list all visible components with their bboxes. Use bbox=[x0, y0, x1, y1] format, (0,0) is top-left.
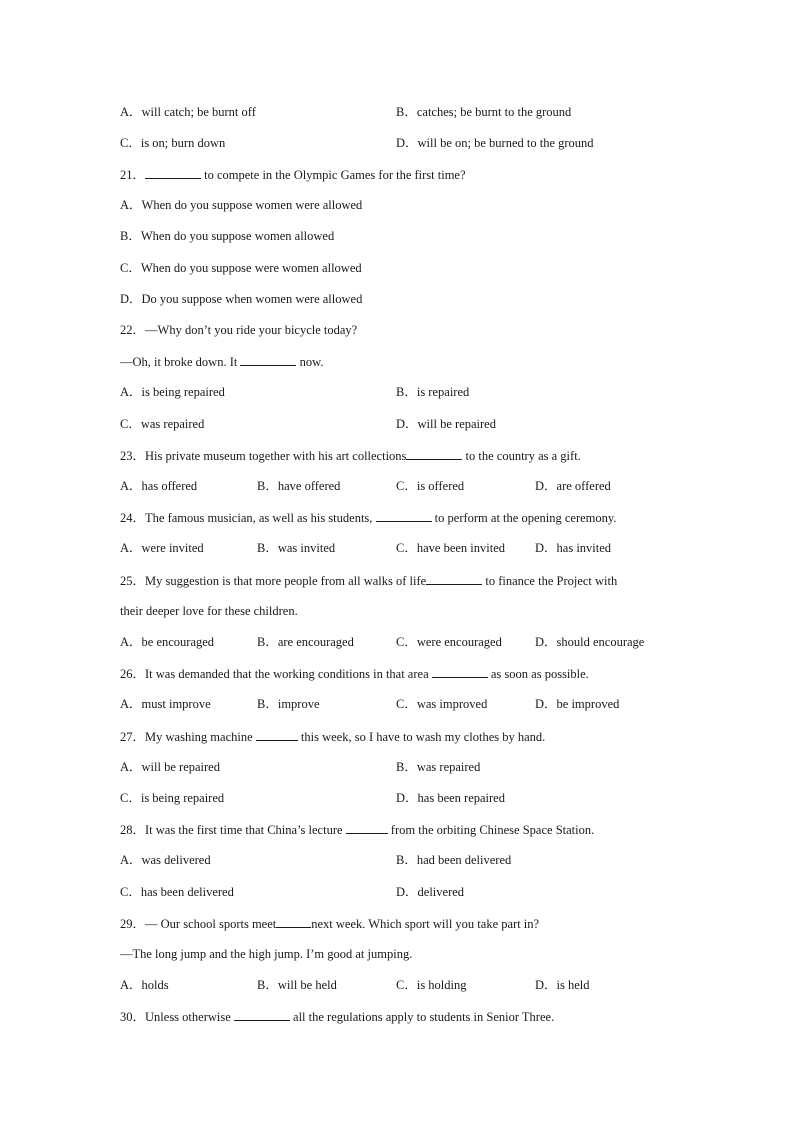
option-letter: D． bbox=[120, 292, 142, 306]
q24-option-c[interactable] bbox=[396, 539, 505, 557]
option-letter: D． bbox=[535, 635, 557, 649]
q20-option-d[interactable] bbox=[396, 134, 594, 152]
q20-option-a[interactable] bbox=[120, 103, 256, 121]
answer-blank bbox=[234, 1007, 290, 1021]
question-text: It was the first time that China’s lecture bbox=[145, 823, 346, 837]
q23-option-c[interactable] bbox=[396, 477, 464, 495]
q21-option-d[interactable] bbox=[120, 290, 362, 308]
answer-blank bbox=[240, 352, 296, 366]
question-text: Unless otherwise bbox=[145, 1010, 234, 1024]
q26-option-a[interactable] bbox=[120, 695, 211, 713]
q27-option-d[interactable] bbox=[396, 789, 505, 807]
option-text: has been delivered bbox=[140, 885, 234, 899]
q24-option-d[interactable] bbox=[535, 539, 611, 557]
option-text: are encouraged bbox=[277, 635, 354, 649]
answer-blank bbox=[432, 664, 488, 678]
q28-option-c[interactable] bbox=[120, 883, 234, 901]
question-number: 22． bbox=[120, 323, 146, 337]
option-text: When do you suppose women were allowed bbox=[141, 198, 363, 212]
option-letter: C． bbox=[396, 541, 417, 555]
option-letter: C． bbox=[396, 978, 417, 992]
option-letter: A． bbox=[120, 760, 142, 774]
q23-option-a[interactable] bbox=[120, 477, 197, 495]
question-number: 28． bbox=[120, 823, 146, 837]
question-number: 21． bbox=[120, 168, 146, 182]
q23-option-b[interactable] bbox=[257, 477, 340, 495]
q28-option-a[interactable] bbox=[120, 851, 211, 869]
option-text: When do you suppose women allowed bbox=[140, 229, 335, 243]
q30-stem bbox=[120, 1007, 554, 1025]
option-text: will be repaired bbox=[141, 760, 220, 774]
option-letter: B． bbox=[120, 229, 141, 243]
option-letter: B． bbox=[396, 105, 417, 119]
option-letter: A． bbox=[120, 479, 142, 493]
q24-option-a[interactable] bbox=[120, 539, 204, 557]
option-text: is offered bbox=[416, 479, 465, 493]
answer-blank bbox=[145, 165, 201, 179]
q27-stem bbox=[120, 727, 545, 745]
q22-option-c[interactable] bbox=[120, 415, 204, 433]
q21-stem bbox=[120, 165, 466, 183]
q26-stem bbox=[120, 664, 589, 682]
option-text: is on; burn down bbox=[140, 136, 226, 150]
q25-option-c[interactable] bbox=[396, 633, 502, 651]
option-text: were invited bbox=[141, 541, 204, 555]
question-number: 24． bbox=[120, 511, 146, 525]
q24-stem bbox=[120, 508, 616, 526]
q29-option-d[interactable] bbox=[535, 976, 590, 994]
option-letter: B． bbox=[257, 978, 278, 992]
option-letter: D． bbox=[396, 136, 418, 150]
option-letter: D． bbox=[396, 417, 418, 431]
question-text: to the country as a gift. bbox=[462, 449, 581, 463]
option-text: is held bbox=[556, 978, 590, 992]
option-text: catches; be burnt to the ground bbox=[416, 105, 572, 119]
q25-option-b[interactable] bbox=[257, 633, 354, 651]
option-letter: B． bbox=[396, 385, 417, 399]
answer-blank bbox=[276, 914, 311, 928]
option-text: Do you suppose when women were allowed bbox=[141, 292, 363, 306]
option-text: was invited bbox=[277, 541, 336, 555]
q22-option-a[interactable] bbox=[120, 383, 225, 401]
q27-option-b[interactable] bbox=[396, 758, 480, 776]
question-text: —Oh, it broke down. It bbox=[120, 355, 241, 369]
option-text: was improved bbox=[416, 697, 488, 711]
q24-option-b[interactable] bbox=[257, 539, 335, 557]
question-number: 27． bbox=[120, 730, 146, 744]
option-text: has offered bbox=[141, 479, 198, 493]
option-letter: A． bbox=[120, 541, 142, 555]
option-text: has been repaired bbox=[417, 791, 505, 805]
q26-option-c[interactable] bbox=[396, 695, 487, 713]
option-letter: B． bbox=[257, 479, 278, 493]
answer-blank bbox=[376, 508, 432, 522]
q23-option-d[interactable] bbox=[535, 477, 611, 495]
question-text: next week. Which sport will you take part in? bbox=[311, 917, 540, 931]
question-number: 26． bbox=[120, 667, 146, 681]
question-text: to finance the Project with bbox=[482, 574, 618, 588]
option-text: was repaired bbox=[140, 417, 205, 431]
q25-stem bbox=[120, 571, 617, 589]
q21-option-c[interactable] bbox=[120, 259, 362, 277]
option-letter: C． bbox=[120, 417, 141, 431]
question-text: His private museum together with his art collections bbox=[145, 449, 407, 463]
q26-option-d[interactable] bbox=[535, 695, 619, 713]
option-letter: C． bbox=[120, 791, 141, 805]
question-text: — Our school sports meet bbox=[145, 917, 277, 931]
answer-blank bbox=[346, 820, 388, 834]
question-text: from the orbiting Chinese Space Station. bbox=[387, 823, 595, 837]
option-letter: B． bbox=[396, 760, 417, 774]
option-text: will be on; be burned to the ground bbox=[417, 136, 594, 150]
option-text: holds bbox=[141, 978, 169, 992]
option-letter: C． bbox=[120, 261, 141, 275]
option-letter: D． bbox=[535, 541, 557, 555]
option-letter: D． bbox=[396, 791, 418, 805]
q22-stem-line2 bbox=[120, 352, 323, 370]
option-letter: D． bbox=[535, 978, 557, 992]
option-letter: C． bbox=[396, 479, 417, 493]
option-letter: C． bbox=[120, 885, 141, 899]
q20-option-b[interactable] bbox=[396, 103, 571, 121]
option-letter: B． bbox=[257, 541, 278, 555]
answer-blank bbox=[406, 446, 462, 460]
question-text: The famous musician, as well as his students, bbox=[145, 511, 376, 525]
question-text: —The long jump and the high jump. I’m good at jumping. bbox=[120, 947, 413, 961]
option-letter: A． bbox=[120, 635, 142, 649]
option-letter: C． bbox=[396, 635, 417, 649]
option-text: When do you suppose were women allowed bbox=[140, 261, 362, 275]
option-text: was delivered bbox=[141, 853, 211, 867]
option-text: is being repaired bbox=[140, 791, 225, 805]
question-number: 25． bbox=[120, 574, 146, 588]
option-letter: A． bbox=[120, 198, 142, 212]
option-letter: A． bbox=[120, 385, 142, 399]
q28-option-d[interactable] bbox=[396, 883, 464, 901]
question-text: to perform at the opening ceremony. bbox=[431, 511, 617, 525]
question-number: 23． bbox=[120, 449, 146, 463]
option-letter: D． bbox=[535, 697, 557, 711]
q27-option-a[interactable] bbox=[120, 758, 220, 776]
option-text: have offered bbox=[277, 479, 341, 493]
option-letter: A． bbox=[120, 853, 142, 867]
q27-option-c[interactable] bbox=[120, 789, 224, 807]
q29-option-c[interactable] bbox=[396, 976, 467, 994]
question-text: It was demanded that the working conditions in that area bbox=[145, 667, 432, 681]
option-letter: A． bbox=[120, 105, 142, 119]
option-text: should encourage bbox=[556, 635, 645, 649]
option-text: will be repaired bbox=[417, 417, 496, 431]
option-letter: B． bbox=[257, 697, 278, 711]
q25-option-a[interactable] bbox=[120, 633, 214, 651]
option-text: was repaired bbox=[416, 760, 481, 774]
option-text: improve bbox=[277, 697, 320, 711]
option-text: is holding bbox=[416, 978, 467, 992]
option-letter: D． bbox=[396, 885, 418, 899]
q22-stem bbox=[120, 321, 357, 339]
q29-option-b[interactable] bbox=[257, 976, 337, 994]
option-letter: B． bbox=[257, 635, 278, 649]
option-text: have been invited bbox=[416, 541, 506, 555]
q22-option-d[interactable] bbox=[396, 415, 496, 433]
q26-option-b[interactable] bbox=[257, 695, 320, 713]
option-letter: C． bbox=[120, 136, 141, 150]
option-letter: D． bbox=[535, 479, 557, 493]
q25-option-d[interactable] bbox=[535, 633, 644, 651]
question-text: their deeper love for these children. bbox=[120, 604, 298, 618]
question-text: all the regulations apply to students in Senior Three. bbox=[289, 1010, 555, 1024]
q22-option-b[interactable] bbox=[396, 383, 469, 401]
question-text: now. bbox=[296, 355, 324, 369]
question-text: to compete in the Olympic Games for the first time? bbox=[201, 168, 466, 182]
option-text: are offered bbox=[556, 479, 611, 493]
option-text: had been delivered bbox=[416, 853, 512, 867]
question-text: as soon as possible. bbox=[487, 667, 589, 681]
q23-stem bbox=[120, 446, 581, 464]
option-text: has invited bbox=[556, 541, 612, 555]
question-number: 29． bbox=[120, 917, 146, 931]
question-text: My washing machine bbox=[145, 730, 256, 744]
option-letter: B． bbox=[396, 853, 417, 867]
option-letter: C． bbox=[396, 697, 417, 711]
question-text: —Why don’t you ride your bicycle today? bbox=[145, 323, 358, 337]
q21-option-a[interactable] bbox=[120, 196, 362, 214]
question-text: this week, so I have to wash my clothes by hand. bbox=[297, 730, 546, 744]
option-letter: A． bbox=[120, 978, 142, 992]
q29-stem-line2 bbox=[120, 945, 412, 963]
question-text: My suggestion is that more people from all walks of life bbox=[145, 574, 427, 588]
q29-option-a[interactable] bbox=[120, 976, 169, 994]
option-text: is being repaired bbox=[141, 385, 225, 399]
option-text: be encouraged bbox=[141, 635, 215, 649]
option-text: delivered bbox=[417, 885, 465, 899]
option-text: must improve bbox=[141, 697, 211, 711]
option-text: is repaired bbox=[416, 385, 470, 399]
question-number: 30． bbox=[120, 1010, 146, 1024]
option-text: will be held bbox=[277, 978, 337, 992]
q29-stem bbox=[120, 914, 539, 932]
option-text: be improved bbox=[556, 697, 620, 711]
q28-stem bbox=[120, 820, 594, 838]
answer-blank bbox=[256, 727, 298, 741]
option-text: were encouraged bbox=[416, 635, 502, 649]
q28-option-b[interactable] bbox=[396, 851, 511, 869]
option-letter: A． bbox=[120, 697, 142, 711]
q25-stem-line2 bbox=[120, 602, 298, 620]
q20-option-c[interactable] bbox=[120, 134, 225, 152]
option-text: will catch; be burnt off bbox=[141, 105, 256, 119]
answer-blank bbox=[426, 571, 482, 585]
q21-option-b[interactable] bbox=[120, 227, 334, 245]
